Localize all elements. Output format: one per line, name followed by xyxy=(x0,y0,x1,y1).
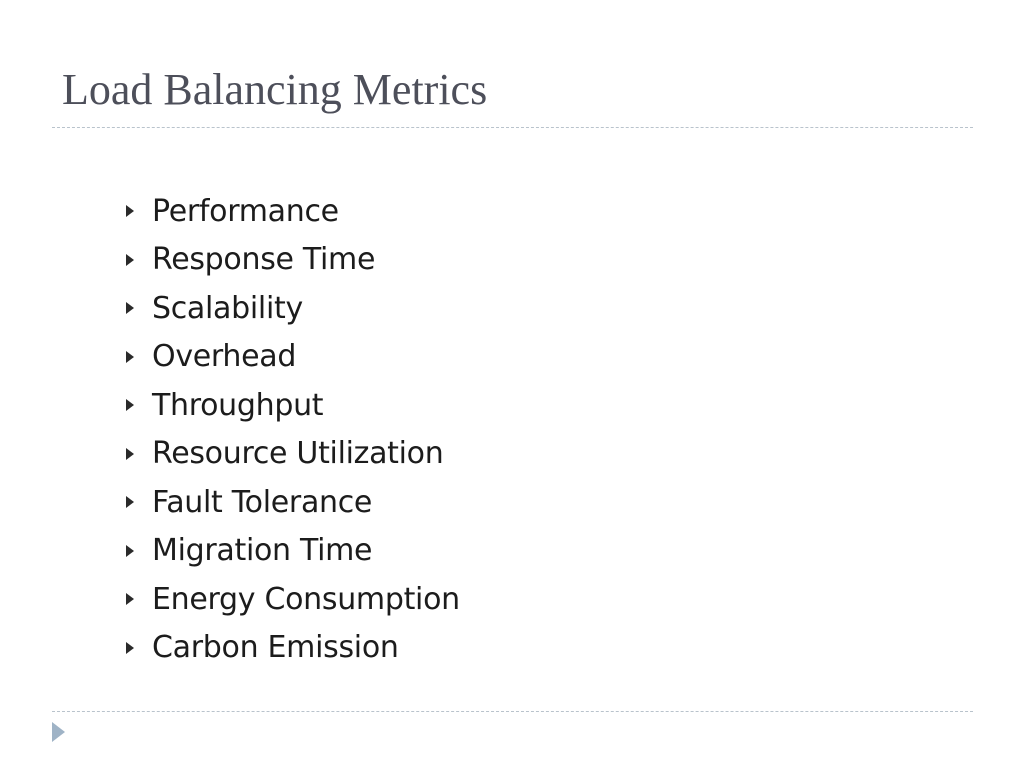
list-item-label: Energy Consumption xyxy=(152,581,460,617)
list-item xyxy=(120,624,460,673)
triangle-right-icon xyxy=(126,642,134,654)
bullet-list xyxy=(120,187,460,672)
list-item xyxy=(120,187,460,236)
list-item-label: Fault Tolerance xyxy=(152,484,373,520)
title-divider xyxy=(52,127,973,128)
list-item xyxy=(120,236,460,285)
list-item xyxy=(120,381,460,430)
triangle-right-icon xyxy=(126,399,134,411)
list-item xyxy=(120,333,460,382)
triangle-right-icon xyxy=(126,545,134,557)
triangle-right-icon xyxy=(126,496,134,508)
triangle-right-icon xyxy=(126,205,134,217)
triangle-right-icon xyxy=(126,593,134,605)
triangle-right-icon xyxy=(126,254,134,266)
list-item xyxy=(120,284,460,333)
footer-divider xyxy=(52,711,973,712)
list-item xyxy=(120,575,460,624)
triangle-right-icon xyxy=(126,351,134,363)
list-item-label: Resource Utilization xyxy=(152,436,444,472)
list-item-label: Scalability xyxy=(152,290,303,326)
list-item-label: Overhead xyxy=(152,339,297,375)
list-item-label: Response Time xyxy=(152,242,376,278)
play-arrow-icon[interactable] xyxy=(52,722,65,742)
list-item xyxy=(120,478,460,527)
slide-title: Load Balancing Metrics xyxy=(62,65,488,114)
triangle-right-icon xyxy=(126,302,134,314)
list-item-label: Performance xyxy=(152,193,339,229)
triangle-right-icon xyxy=(126,448,134,460)
list-item-label: Migration Time xyxy=(152,533,373,569)
list-item xyxy=(120,527,460,576)
list-item xyxy=(120,430,460,479)
list-item-label: Carbon Emission xyxy=(152,630,399,666)
list-item-label: Throughput xyxy=(152,387,324,423)
